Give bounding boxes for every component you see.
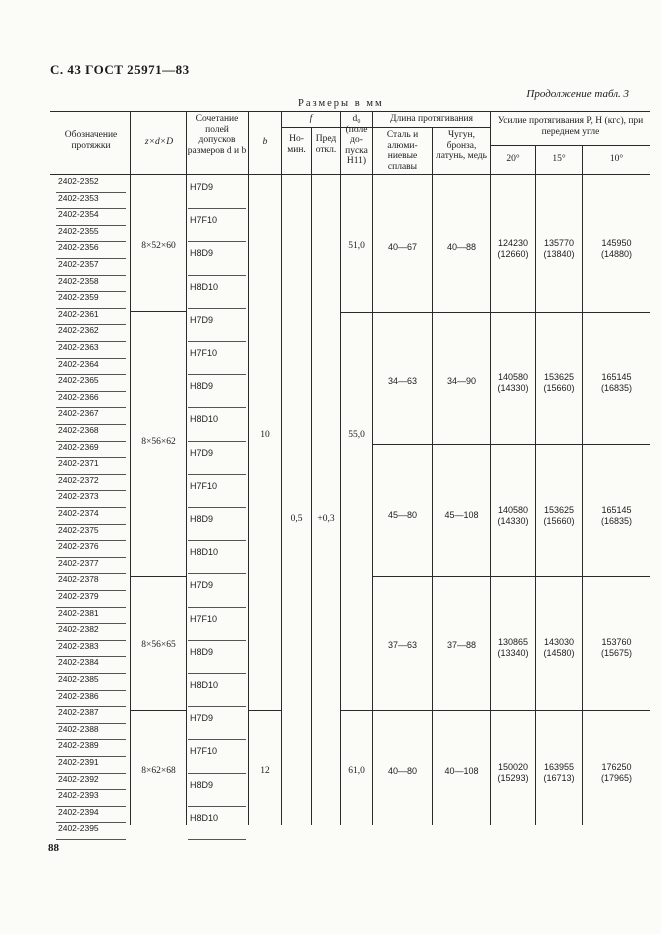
d0-value: 61,0 bbox=[348, 766, 365, 776]
designation-row: 2402-2353 bbox=[58, 192, 99, 203]
force-header-rule bbox=[490, 145, 650, 146]
header-f-nom: Но-мин. bbox=[287, 134, 306, 155]
force-20-kgs: (12660) bbox=[497, 249, 529, 259]
tolerance-label: H8D10 bbox=[190, 547, 219, 558]
designation-row: 2402-2393 bbox=[58, 790, 99, 801]
designation-row: 2402-2373 bbox=[58, 491, 99, 502]
force-15: 143030 bbox=[543, 637, 575, 647]
force-20: 140580 bbox=[497, 505, 529, 515]
col-rule-9 bbox=[490, 111, 491, 825]
length-cast: 34—90 bbox=[446, 376, 477, 386]
tolerance-underline bbox=[188, 607, 246, 608]
tolerance-underline bbox=[188, 706, 246, 707]
force-15-kgs: (14580) bbox=[543, 648, 575, 658]
header-designation: Обозначение протяжки bbox=[64, 130, 118, 151]
length-steel: 45—80 bbox=[387, 510, 418, 520]
designation-row: 2402-2388 bbox=[58, 723, 99, 734]
force-15: 163955 bbox=[543, 762, 575, 772]
tolerance-underline bbox=[188, 540, 246, 541]
force-20: 140580 bbox=[497, 372, 529, 382]
group-zdD: 8×56×62 bbox=[141, 437, 176, 447]
designation-row: 2402-2365 bbox=[58, 375, 99, 386]
designation-row: 2402-2355 bbox=[58, 225, 99, 236]
tolerance-underline bbox=[188, 507, 246, 508]
tolerance-label: H7D9 bbox=[190, 713, 214, 724]
designation-row: 2402-2376 bbox=[58, 541, 99, 552]
tolerance-label: H8D10 bbox=[190, 680, 219, 690]
designation-row: 2402-2362 bbox=[58, 325, 99, 336]
col-rule-5 bbox=[311, 127, 312, 825]
length-steel: 40—80 bbox=[387, 766, 418, 776]
b-separator bbox=[249, 710, 281, 711]
designation-row: 2402-2392 bbox=[58, 773, 99, 784]
designation-row: 2402-2387 bbox=[58, 707, 99, 718]
length-steel: 40—67 bbox=[387, 242, 418, 252]
force-20: 124230 bbox=[497, 238, 529, 248]
col-rule-3 bbox=[248, 111, 249, 825]
col-rule-8 bbox=[432, 127, 433, 825]
length-header-rule bbox=[372, 127, 490, 128]
group-separator bbox=[131, 311, 186, 312]
tolerance-label: H8D9 bbox=[190, 248, 214, 259]
designation-row: 2402-2372 bbox=[58, 474, 99, 485]
tolerance-underline bbox=[188, 441, 246, 442]
length-cast: 40—88 bbox=[446, 242, 477, 252]
tolerance-underline bbox=[188, 839, 246, 840]
col-rule-1 bbox=[130, 111, 131, 825]
force-15: 153625 bbox=[543, 372, 575, 382]
col-rule-4 bbox=[281, 111, 282, 825]
force-15: 153625 bbox=[543, 505, 575, 515]
designation-row: 2402-2375 bbox=[58, 524, 99, 535]
force-10: 165145 bbox=[601, 372, 632, 382]
tolerance-label: H8D10 bbox=[190, 812, 219, 823]
designation-row: 2402-2394 bbox=[58, 806, 99, 817]
length-steel: 37—63 bbox=[387, 640, 418, 650]
page-number: 88 bbox=[48, 842, 59, 854]
designation-underline bbox=[56, 839, 126, 840]
designation-row: 2402-2363 bbox=[58, 342, 99, 352]
tolerance-underline bbox=[188, 773, 246, 774]
header-angle-15: 15° bbox=[552, 154, 566, 164]
header-length: Длина протягивания bbox=[390, 114, 473, 124]
designation-row: 2402-2391 bbox=[58, 757, 99, 767]
force-20-kgs: (14330) bbox=[497, 383, 529, 393]
designation-row: 2402-2378 bbox=[58, 574, 99, 585]
force-15-kgs: (15660) bbox=[543, 516, 575, 526]
units-caption: Размеры в мм bbox=[298, 98, 384, 109]
force-20: 150020 bbox=[497, 762, 529, 772]
tolerance-underline bbox=[188, 308, 246, 309]
col-rule-2 bbox=[186, 111, 187, 825]
tolerance-underline bbox=[188, 208, 246, 209]
tolerance-label: H7F10 bbox=[190, 480, 218, 491]
designation-row: 2402-2359 bbox=[58, 292, 99, 303]
designation-row: 2402-2383 bbox=[58, 640, 99, 651]
tolerance-label: H7D9 bbox=[190, 182, 214, 192]
tolerance-label: H7F10 bbox=[190, 215, 218, 226]
tolerance-label: H8D9 bbox=[190, 779, 214, 790]
header-angle-20: 20° bbox=[506, 154, 520, 164]
table-top-rule bbox=[50, 111, 650, 112]
block-separator bbox=[373, 444, 650, 445]
tolerance-underline bbox=[188, 374, 246, 375]
block-separator bbox=[373, 576, 650, 577]
block-separator bbox=[373, 710, 650, 711]
header-zdD: z×d×D bbox=[144, 137, 174, 147]
header-length-cast: Чугун, бронза, латунь, медь bbox=[436, 130, 487, 161]
designation-row: 2402-2366 bbox=[58, 391, 99, 402]
designation-row: 2402-2368 bbox=[58, 425, 99, 435]
d0-separator bbox=[341, 312, 372, 313]
designation-row: 2402-2356 bbox=[58, 242, 99, 253]
designation-row: 2402-2384 bbox=[58, 657, 99, 668]
tolerance-underline bbox=[188, 241, 246, 242]
tolerance-label: H8D10 bbox=[190, 414, 219, 425]
force-15-kgs: (13840) bbox=[543, 249, 575, 259]
designation-row: 2402-2385 bbox=[58, 674, 99, 684]
designation-row: 2402-2389 bbox=[58, 740, 99, 751]
header-angle-10: 10° bbox=[609, 154, 624, 164]
force-10: 153760 bbox=[601, 637, 632, 647]
designation-row: 2402-2382 bbox=[58, 624, 99, 635]
force-10-kgs: (16835) bbox=[600, 383, 633, 393]
d0-separator bbox=[341, 710, 372, 711]
designation-row: 2402-2361 bbox=[58, 308, 99, 319]
header-bottom-rule bbox=[50, 174, 650, 175]
designation-row: 2402-2381 bbox=[58, 607, 99, 618]
designation-row: 2402-2357 bbox=[58, 259, 99, 269]
group-separator bbox=[131, 576, 186, 577]
length-cast: 45—108 bbox=[444, 510, 479, 520]
tolerance-label: H8D9 bbox=[190, 514, 214, 524]
table-continuation-label: Продолжение табл. 3 bbox=[526, 88, 629, 100]
designation-row: 2402-2367 bbox=[58, 408, 99, 419]
group-zdD: 8×62×68 bbox=[141, 766, 176, 776]
designation-row: 2402-2354 bbox=[58, 209, 99, 220]
designation-row: 2402-2364 bbox=[58, 358, 99, 369]
tolerance-label: H8D9 bbox=[190, 646, 214, 657]
page-header-left: С. 43 ГОСТ 25971—83 bbox=[50, 62, 190, 77]
tolerance-underline bbox=[188, 474, 246, 475]
tolerance-label: H7F10 bbox=[190, 746, 218, 757]
force-10-kgs: (17965) bbox=[600, 773, 633, 783]
group-zdD: 8×52×60 bbox=[141, 241, 176, 251]
col-rule-6 bbox=[340, 111, 341, 825]
force-20-kgs: (13340) bbox=[497, 648, 529, 658]
block-separator bbox=[373, 312, 650, 313]
header-tolerances: Сочетание полей допусков размеров d и b bbox=[187, 114, 247, 156]
tolerance-underline bbox=[188, 407, 246, 408]
header-force: Усилие протягивания P, Н (кгс), при переднем угле bbox=[497, 116, 644, 137]
designation-row: 2402-2377 bbox=[58, 557, 99, 568]
tolerance-underline bbox=[188, 739, 246, 740]
force-15: 135770 bbox=[543, 238, 575, 248]
header-f-dev: Пред откл. bbox=[315, 134, 337, 155]
force-15-kgs: (16713) bbox=[543, 773, 575, 783]
header-d0: d₀ (поле до-пуска H11) bbox=[345, 114, 368, 166]
tolerance-label: H8D10 bbox=[190, 281, 219, 292]
designation-row: 2402-2352 bbox=[58, 176, 99, 186]
force-20-kgs: (15293) bbox=[497, 773, 529, 783]
tolerance-label: H7D9 bbox=[190, 447, 214, 458]
force-10: 145950 bbox=[601, 238, 632, 248]
col-rule-7 bbox=[372, 111, 373, 825]
f-deviation: +0,3 bbox=[317, 514, 335, 524]
d0-value: 55,0 bbox=[348, 430, 365, 440]
force-10-kgs: (14880) bbox=[600, 249, 633, 259]
force-15-kgs: (15660) bbox=[543, 383, 575, 393]
designation-row: 2402-2369 bbox=[58, 441, 99, 452]
force-10-kgs: (15675) bbox=[600, 648, 633, 658]
force-10-kgs: (16835) bbox=[600, 516, 633, 526]
header-b: b bbox=[262, 137, 268, 147]
tolerance-label: H7D9 bbox=[190, 580, 214, 591]
force-20-kgs: (14330) bbox=[497, 516, 529, 526]
b-value: 10 bbox=[260, 430, 270, 440]
tolerance-label: H7D9 bbox=[190, 314, 214, 325]
header-length-steel: Сталь и алюми-ниевые сплавы bbox=[386, 130, 419, 172]
group-zdD: 8×56×65 bbox=[141, 640, 176, 650]
designation-row: 2402-2358 bbox=[58, 275, 99, 286]
force-10: 176250 bbox=[601, 762, 632, 772]
designation-row: 2402-2374 bbox=[58, 508, 99, 518]
tolerance-label: H7F10 bbox=[190, 613, 218, 624]
length-cast: 37—88 bbox=[446, 640, 477, 650]
force-20: 130865 bbox=[497, 637, 529, 647]
tolerance-underline bbox=[188, 640, 246, 641]
b-value: 12 bbox=[260, 766, 270, 776]
tolerance-underline bbox=[188, 341, 246, 342]
designation-row: 2402-2379 bbox=[58, 591, 99, 601]
d0-value: 51,0 bbox=[348, 241, 365, 251]
designation-row: 2402-2386 bbox=[58, 690, 99, 701]
tolerance-underline bbox=[188, 806, 246, 807]
tolerance-underline bbox=[188, 275, 246, 276]
group-separator bbox=[131, 710, 186, 711]
f-nominal: 0,5 bbox=[290, 514, 303, 524]
tolerance-underline bbox=[188, 573, 246, 574]
designation-row: 2402-2371 bbox=[58, 458, 99, 469]
header-f: f bbox=[309, 114, 313, 124]
designation-row: 2402-2395 bbox=[58, 823, 99, 834]
length-cast: 40—108 bbox=[444, 766, 479, 776]
tolerance-label: H8D9 bbox=[190, 381, 214, 392]
tolerance-underline bbox=[188, 673, 246, 674]
length-steel: 34—63 bbox=[387, 376, 418, 386]
force-10: 165145 bbox=[601, 505, 632, 515]
tolerance-label: H7F10 bbox=[190, 348, 218, 358]
